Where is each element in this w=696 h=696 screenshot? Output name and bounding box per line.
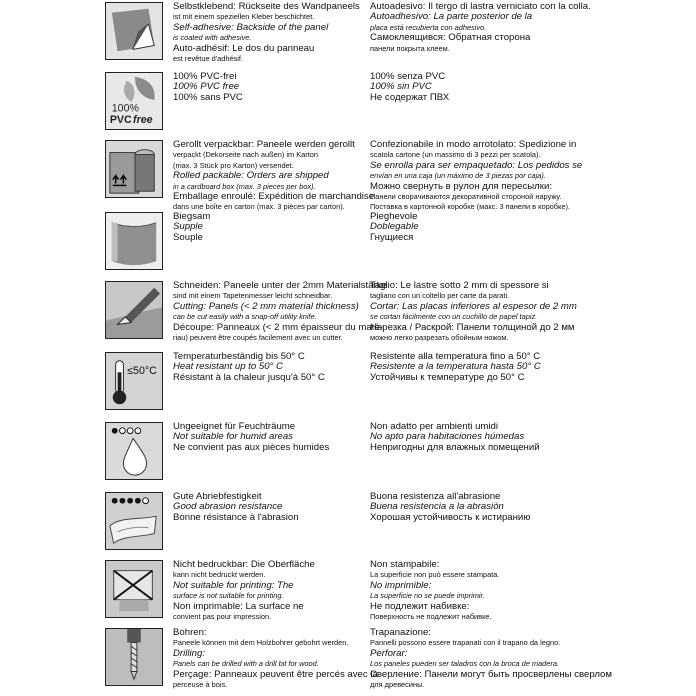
right-text-line: Панели сворачиваются декоративной стороной наружу. bbox=[370, 192, 562, 202]
left-text-line: verpackt (Dekorseite nach außen) im Karton bbox=[173, 150, 319, 160]
text-col-left bbox=[173, 422, 368, 453]
no-printing-icon bbox=[105, 560, 163, 618]
left-text-line: Auto-adhésif: Le dos du panneau bbox=[173, 42, 315, 54]
right-text-line: Нарезка / Раскрой: Панели толщиной до 2 мм bbox=[370, 321, 575, 333]
left-text-line: Selbstklebend: Rückseite des Wandpaneels bbox=[173, 1, 360, 12]
right-text-line: Pieghevole bbox=[370, 211, 418, 222]
left-text-line: Rolled packable: Orders are shipped bbox=[173, 170, 329, 182]
right-text-line: se cortan fácilmente con un cuchillo de papel tapiz. bbox=[370, 312, 538, 322]
text-col-left bbox=[173, 2, 368, 64]
left-text-line: kann nicht bedruckt werden. bbox=[173, 570, 266, 580]
right-text-line: Trapanazione: bbox=[370, 627, 431, 638]
text-col-left bbox=[173, 280, 387, 343]
right-text-line: Cortar: Las placas inferiores al espesor de 2 mm bbox=[370, 300, 577, 312]
right-text-line: для древесины. bbox=[370, 680, 425, 690]
text-col-left bbox=[173, 72, 368, 103]
right-text-line: Resistente a la temperatura hasta 50° C bbox=[370, 361, 541, 373]
text-col-left bbox=[173, 139, 375, 213]
right-text-line: Se enrolla para ser empaquetado: Los pedidos se bbox=[370, 159, 583, 171]
left-text-line: Drilling: bbox=[173, 647, 205, 659]
left-text-line: sind mit einem Tapetenmesser leicht schneidbar. bbox=[173, 291, 333, 301]
left-text-line: 100% PVC free bbox=[173, 81, 240, 93]
left-text-line: Biegsam bbox=[173, 211, 211, 222]
right-text-line: Confezionabile in modo arrotolato: Spedizione in bbox=[370, 139, 577, 150]
left-text-line: is coated with adhesive. bbox=[173, 33, 252, 43]
right-text-line: Сверление: Панели могут быть просверлены сверлом bbox=[370, 668, 612, 680]
right-text-line: La superficie non può essere stampata. bbox=[370, 570, 500, 580]
adhesive-backing-icon bbox=[105, 2, 163, 60]
left-text-line: surface is not suitable for printing. bbox=[173, 591, 284, 601]
text-col-right bbox=[370, 140, 690, 213]
left-text-line: Not suitable for humid areas bbox=[173, 431, 293, 443]
right-text-line: Non adatto per ambienti umidi bbox=[370, 421, 498, 432]
text-col-right bbox=[370, 212, 690, 243]
left-text-line: Bohren: bbox=[173, 627, 207, 638]
drill-icon bbox=[105, 628, 163, 686]
left-text-line: Perçage: Panneaux peuvent être percés avec la bbox=[173, 668, 378, 680]
right-text-line: Поставка в картонной коробке (макс. 3 панели в коробке). bbox=[370, 202, 570, 212]
left-text-line: Ungeeignet für Feuchträume bbox=[173, 421, 296, 432]
left-text-line: 100% sans PVC bbox=[173, 91, 243, 103]
right-text-line: можно легко разрезать обойным ножом. bbox=[370, 333, 509, 343]
left-text-line: perceuse à bois. bbox=[173, 680, 228, 690]
left-text-line: Gerollt verpackbar: Paneele werden gerollt bbox=[173, 139, 355, 150]
right-text-line: Поверхность не подлежит набивке. bbox=[370, 612, 492, 622]
text-col-left bbox=[173, 492, 368, 523]
right-text-line: Los paneles pueden ser taladros con la broca de madera. bbox=[370, 659, 559, 669]
right-text-line: La superficie no se puede imprimir. bbox=[370, 591, 485, 601]
right-text-line: Гнущиеся bbox=[370, 231, 414, 243]
right-text-line: Не содержат ПВХ bbox=[370, 91, 450, 103]
left-text-line: Supple bbox=[173, 221, 203, 233]
thermometer-icon bbox=[105, 352, 163, 410]
flexible-panel-icon bbox=[105, 212, 163, 270]
left-text-line: Bonne résistance à l'abrasion bbox=[173, 511, 299, 523]
right-text-line: Устойчивы к температуре до 50° C bbox=[370, 371, 525, 383]
pvc-free-leaf-icon bbox=[105, 72, 163, 130]
text-col-right bbox=[370, 422, 690, 453]
abrasion-cloth-icon bbox=[105, 492, 163, 550]
heat-limit-label: ≤50°C bbox=[127, 365, 157, 378]
left-text-line: dans une boîte en carton (max. 3 pièces par carton). bbox=[173, 202, 345, 212]
right-text-line: Самоклеящився: Обратная сторона bbox=[370, 32, 531, 44]
left-text-line: riau) peuvent être coupés facilement avec un cutter. bbox=[173, 333, 343, 343]
left-text-line: Découpe: Panneaux (< 2 mm épaisseur du maté- bbox=[173, 321, 383, 333]
text-col-left bbox=[173, 212, 368, 243]
left-text-line: can be cut easily with a snap-off utility knife. bbox=[173, 312, 317, 322]
right-text-line: Не подлежит набивке: bbox=[370, 600, 470, 612]
text-col-left bbox=[173, 352, 368, 383]
left-text-line: Panels can be drilled with a drill bit for wood. bbox=[173, 659, 319, 669]
left-text-line: in a cardboard box (max. 3 pieces per box). bbox=[173, 181, 316, 191]
right-text-line: No imprimible: bbox=[370, 579, 432, 591]
left-text-line: Souple bbox=[173, 231, 203, 243]
text-col-right bbox=[370, 560, 690, 622]
left-text-line: Paneele können mit dem Holzbohrer gebohrt werden. bbox=[173, 638, 349, 648]
right-text-line: Buena resistencia a la abrasión bbox=[370, 501, 504, 513]
left-text-line: Ne convient pas aux pièces humides bbox=[173, 441, 330, 453]
rolled-package-icon bbox=[105, 140, 163, 198]
left-text-line: Gute Abriebfestigkeit bbox=[173, 491, 262, 502]
right-text-line: Хорошая устойчивость к истиранию bbox=[370, 511, 531, 523]
left-text-line: Emballage enroulé: Expédition de marchandise bbox=[173, 191, 375, 203]
pvc-percent-label: 100% bbox=[111, 102, 139, 115]
left-text-line: Self-adhesive: Backside of the panel bbox=[173, 21, 329, 33]
text-col-right bbox=[370, 492, 690, 523]
text-col-right bbox=[370, 2, 690, 54]
left-text-line: 100% PVC-frei bbox=[173, 71, 237, 82]
right-text-line: Непригодны для влажных помещений bbox=[370, 441, 540, 453]
left-text-line: (max. 3 Stück pro Karton) versendet. bbox=[173, 160, 294, 170]
text-col-right bbox=[370, 281, 690, 343]
text-col-left bbox=[173, 560, 368, 622]
right-text-line: Non stampabile: bbox=[370, 559, 440, 570]
text-col-right bbox=[370, 628, 690, 690]
right-text-line: tagliano con un coltello per carte da parati. bbox=[370, 291, 510, 301]
left-text-line: Résistant à la chaleur jusqu'à 50° C bbox=[173, 371, 325, 383]
left-text-line: ist mit einem speziellen Kleber beschichtet. bbox=[173, 12, 315, 22]
left-text-line: Schneiden: Paneele unter der 2mm Materialstärke bbox=[173, 280, 387, 291]
left-text-line: Not suitable for printing: The bbox=[173, 579, 294, 591]
right-text-line: Pannelli possono essere trapanati con il trapano da legno. bbox=[370, 638, 561, 648]
text-col-left bbox=[173, 627, 378, 690]
text-col-right bbox=[370, 72, 690, 103]
right-text-line: placa está recubierta con adhesivo. bbox=[370, 22, 487, 32]
left-text-line: est revêtue d'adhésif. bbox=[173, 54, 244, 64]
cutting-knife-icon bbox=[105, 281, 163, 339]
free-label: free bbox=[133, 114, 153, 127]
right-text-line: Можно свернуть в рулон для пересылки: bbox=[370, 180, 553, 192]
text-col-right bbox=[370, 352, 690, 383]
left-text-line: Temperaturbeständig bis 50° C bbox=[173, 351, 305, 362]
right-text-line: Buona resistenza all'abrasione bbox=[370, 491, 501, 502]
right-text-line: 100% sin PVC bbox=[370, 81, 432, 93]
right-text-line: scatola cartone (un massimo di 3 pezzi per scatola). bbox=[370, 150, 541, 160]
left-text-line: Nicht bedruckbar: Die Oberfläche bbox=[173, 559, 315, 570]
right-text-line: панели покрыта клеем. bbox=[370, 43, 450, 53]
left-text-line: Non imprimable: La surface ne bbox=[173, 600, 304, 612]
right-text-line: No apto para habitaciones húmedas bbox=[370, 431, 525, 443]
right-text-line: Doblegable bbox=[370, 221, 419, 233]
right-text-line: envían en una caja (un máximo de 3 piezas por caja). bbox=[370, 171, 546, 181]
right-text-line: Perforar: bbox=[370, 647, 408, 659]
right-text-line: Autoadesivo: Il tergo di lastra verniciato con la colla. bbox=[370, 1, 591, 12]
water-drop-icon bbox=[105, 422, 163, 480]
left-text-line: Heat resistant up to 50° C bbox=[173, 361, 283, 373]
right-text-line: Autoadhesivo: La parte posterior de la bbox=[370, 11, 533, 23]
left-text-line: Good abrasion resistance bbox=[173, 501, 283, 513]
left-text-line: Cutting: Panels (< 2 mm material thickness) bbox=[173, 300, 359, 312]
left-text-line: convient pas pour impression. bbox=[173, 612, 272, 622]
pvc-label: PVC bbox=[109, 114, 132, 127]
right-text-line: Taglio: Le lastre sotto 2 mm di spessore si bbox=[370, 280, 549, 291]
right-text-line: 100% senza PVC bbox=[370, 71, 446, 82]
right-text-line: Resistente alla temperatura fino a 50° C bbox=[370, 351, 541, 362]
